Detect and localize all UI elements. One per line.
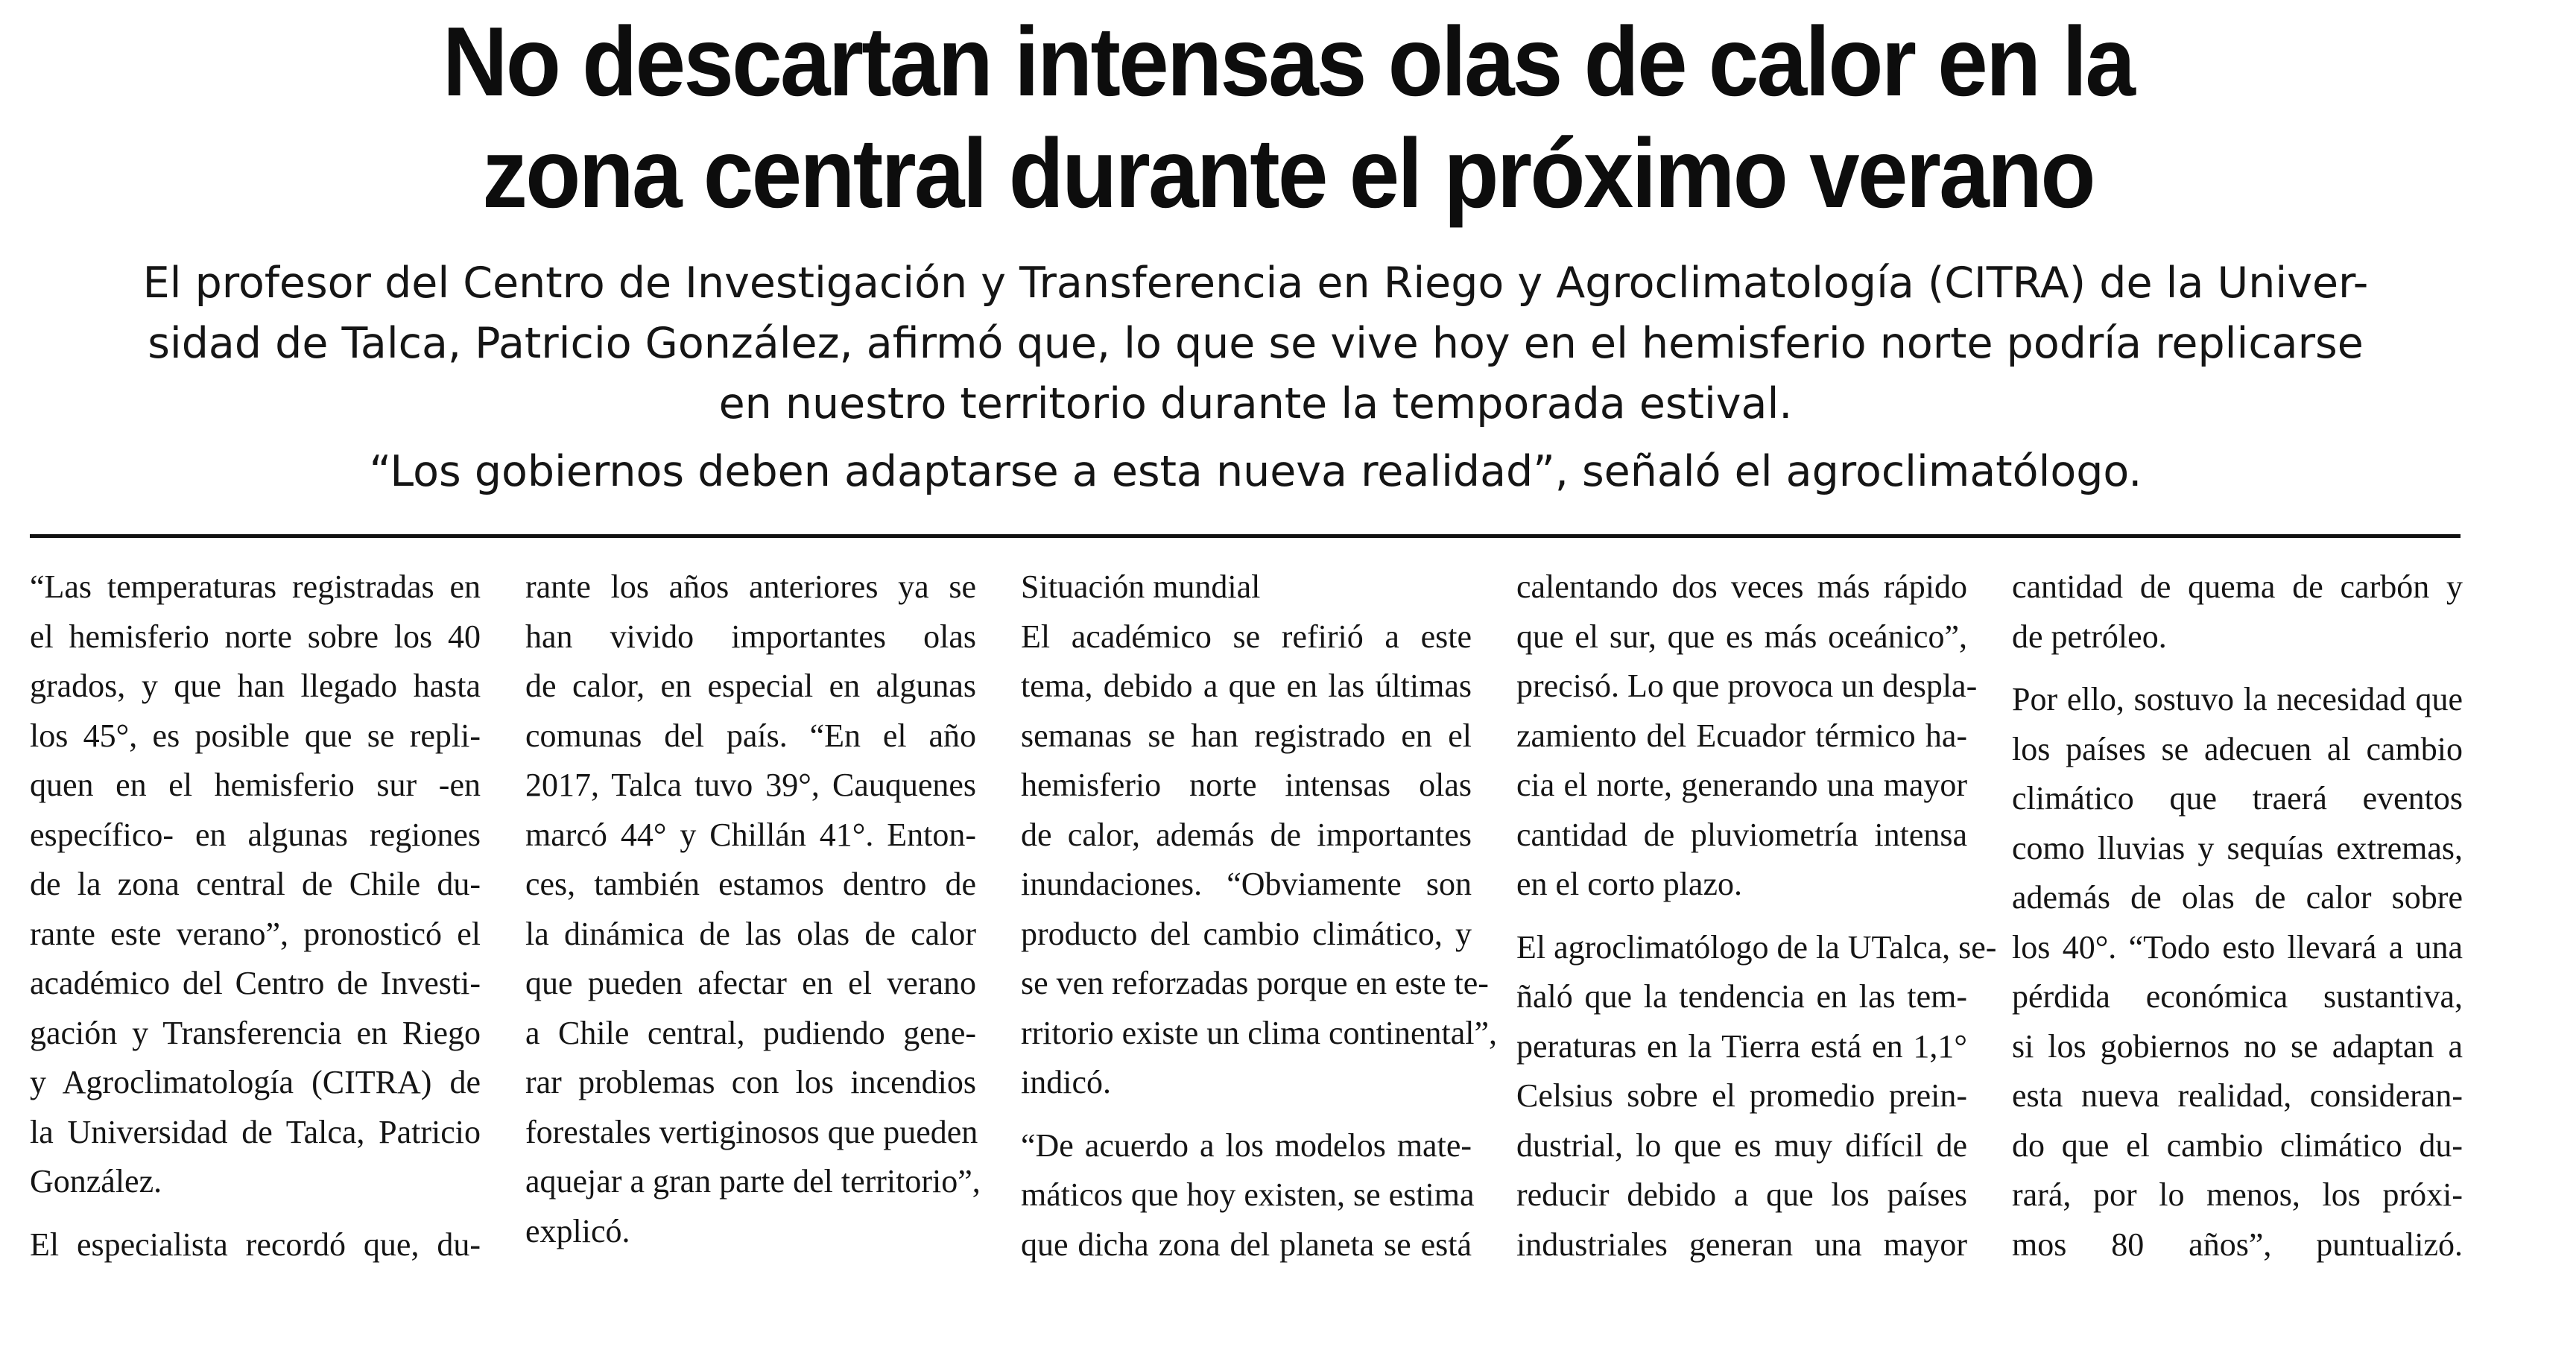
section-subhead: Situación mundial xyxy=(1021,568,1261,605)
text-column-3 xyxy=(1021,562,1498,1283)
text-line: a Chile central, pudiendo gene- xyxy=(525,1014,976,1051)
paragraph xyxy=(1021,1121,1475,1270)
text-line: de calor, además de importantes xyxy=(1021,816,1472,853)
headline xyxy=(103,6,2472,229)
text-line: máticos que hoy existen, se estima xyxy=(1021,1176,1475,1213)
text-line: grados, y que han llegado hasta xyxy=(30,668,481,704)
text-line: climático que traerá eventos xyxy=(2012,780,2463,817)
text-line: 2017, Talca tuvo 39°, Cauquenes xyxy=(525,767,976,803)
paragraph xyxy=(30,1220,481,1270)
text-line: en el corto plazo. xyxy=(1516,866,1742,902)
text-line: rante este verano”, pronosticó el xyxy=(30,915,481,952)
text-line: los 40°. “Todo esto llevará a una xyxy=(2012,928,2463,966)
deck-line: sidad de Talca, Patricio González, afirmó que, lo que se vive hoy en el hemisferio norte podría replicarse xyxy=(148,319,2364,368)
text-line: que pueden afectar en el verano xyxy=(525,965,976,1001)
text-line: pérdida económica sustantiva, xyxy=(2012,978,2463,1015)
text-line: precisó. Lo que provoca un despla- xyxy=(1516,668,1978,704)
text-line: “De acuerdo a los modelos mate- xyxy=(1021,1126,1472,1164)
text-line: esta nueva realidad, consideran- xyxy=(2012,1077,2463,1114)
text-line: el hemisferio norte sobre los 40 xyxy=(30,618,481,655)
text-line: los 45°, es posible que se repli- xyxy=(30,717,481,754)
text-line: “Las temperaturas registradas en xyxy=(30,568,481,605)
text-line: rritorio existe un clima continental”, xyxy=(1021,1014,1498,1051)
text-line: aquejar a gran parte del territorio”, xyxy=(525,1163,981,1200)
text-line: como lluvias y sequías extremas, xyxy=(2012,829,2463,866)
paragraph xyxy=(1021,612,1498,1108)
text-line: calentando dos veces más rápido xyxy=(1516,568,1967,605)
text-line: zamiento del Ecuador térmico ha- xyxy=(1516,717,1967,754)
text-line: El especialista recordó que, du- xyxy=(30,1226,481,1263)
text-line: inundaciones. “Obviamente son xyxy=(1021,866,1472,902)
deck-quote: “Los gobiernos deben adaptarse a esta nueva realidad”, señaló el agroclimatólogo. xyxy=(369,447,2142,496)
paragraph xyxy=(1516,923,1997,1270)
text-line: do que el cambio climático du- xyxy=(2012,1126,2463,1164)
text-line: El académico se refirió a este xyxy=(1021,618,1472,655)
text-line: reducir debido a que los países xyxy=(1516,1176,1967,1213)
text-line: peraturas en la Tierra está en 1,1° xyxy=(1516,1027,1967,1065)
text-line: dustrial, lo que es muy difícil de xyxy=(1516,1126,1967,1164)
text-line: mos 80 años”, puntualizó. xyxy=(2012,1226,2463,1263)
body-columns xyxy=(30,562,2461,1337)
text-line: González. xyxy=(30,1163,162,1200)
text-line: de la zona central de Chile du- xyxy=(30,866,481,902)
text-line: rar problemas con los incendios xyxy=(525,1064,976,1100)
text-line: producto del cambio climático, y xyxy=(1021,915,1472,952)
divider-rule xyxy=(30,534,2461,538)
text-line: cantidad de pluviometría intensa xyxy=(1516,816,1967,853)
paragraph xyxy=(2012,675,2463,1270)
text-line: y Agroclimatología (CITRA) de xyxy=(30,1064,481,1100)
text-line: ñaló que la tendencia en las tem- xyxy=(1516,978,1967,1015)
text-line: la Universidad de Talca, Patricio xyxy=(30,1113,481,1150)
text-line: si los gobiernos no se adaptan a xyxy=(2012,1027,2463,1065)
text-line: han vivido importantes olas xyxy=(525,618,976,655)
text-line: explicó. xyxy=(525,1212,630,1249)
text-line: tema, debido a que en las últimas xyxy=(1021,668,1472,704)
text-line: además de olas de calor sobre xyxy=(2012,879,2463,916)
text-line: quen en el hemisferio sur -en xyxy=(30,767,481,803)
text-column-1 xyxy=(30,562,481,1283)
deck-line: en nuestro territorio durante la temporada estival. xyxy=(718,379,1793,428)
deck-summary xyxy=(30,253,2481,502)
text-line: de petróleo. xyxy=(2012,618,2167,655)
paragraph xyxy=(1516,562,1978,910)
text-line: rante los años anteriores ya se xyxy=(525,568,976,605)
text-line: la dinámica de las olas de calor xyxy=(525,915,976,952)
text-line: gación y Transferencia en Riego xyxy=(30,1014,481,1051)
text-column-2 xyxy=(525,562,981,1270)
paragraph xyxy=(525,562,981,1256)
text-line: académico del Centro de Investi- xyxy=(30,965,481,1001)
text-line: forestales vertiginosos que pueden xyxy=(525,1113,978,1150)
text-line: de calor, en especial en algunas xyxy=(525,668,976,704)
deck-line: El profesor del Centro de Investigación y Transferencia en Riego y Agroclimatología (CITRA) de la Univer- xyxy=(142,259,2369,308)
text-line: cia el norte, generando una mayor xyxy=(1516,767,1967,803)
text-column-5 xyxy=(2012,562,2463,1283)
headline-line: No descartan intensas olas de calor en la xyxy=(442,7,2134,116)
text-line: específico- en algunas regiones xyxy=(30,816,481,853)
text-line: Celsius sobre el promedio prein- xyxy=(1516,1077,1967,1114)
text-line: semanas se han registrado en el xyxy=(1021,717,1472,754)
text-column-4 xyxy=(1516,562,1997,1283)
headline-line: zona central durante el próximo verano xyxy=(482,118,2094,228)
text-line: los países se adecuen al cambio xyxy=(2012,730,2463,767)
text-line: rará, por lo menos, los próxi- xyxy=(2012,1176,2463,1213)
text-line: marcó 44° y Chillán 41°. Enton- xyxy=(525,816,976,853)
paragraph xyxy=(30,562,481,1207)
text-line: El agroclimatólogo de la UTalca, se- xyxy=(1516,928,1997,966)
text-line: industriales generan una mayor xyxy=(1516,1226,1967,1263)
text-line: indicó. xyxy=(1021,1064,1111,1100)
text-line: cantidad de quema de carbón y xyxy=(2012,568,2463,605)
text-line: que dicha zona del planeta se está xyxy=(1021,1226,1472,1263)
text-line: comunas del país. “En el año xyxy=(525,717,976,754)
text-line: hemisferio norte intensas olas xyxy=(1021,767,1472,803)
text-line: Por ello, sostuvo la necesidad que xyxy=(2012,681,2463,717)
text-line: que el sur, que es más oceánico”, xyxy=(1516,618,1967,655)
text-line: se ven reforzadas porque en este te- xyxy=(1021,965,1489,1001)
paragraph xyxy=(2012,562,2463,662)
text-line: ces, también estamos dentro de xyxy=(525,866,976,902)
